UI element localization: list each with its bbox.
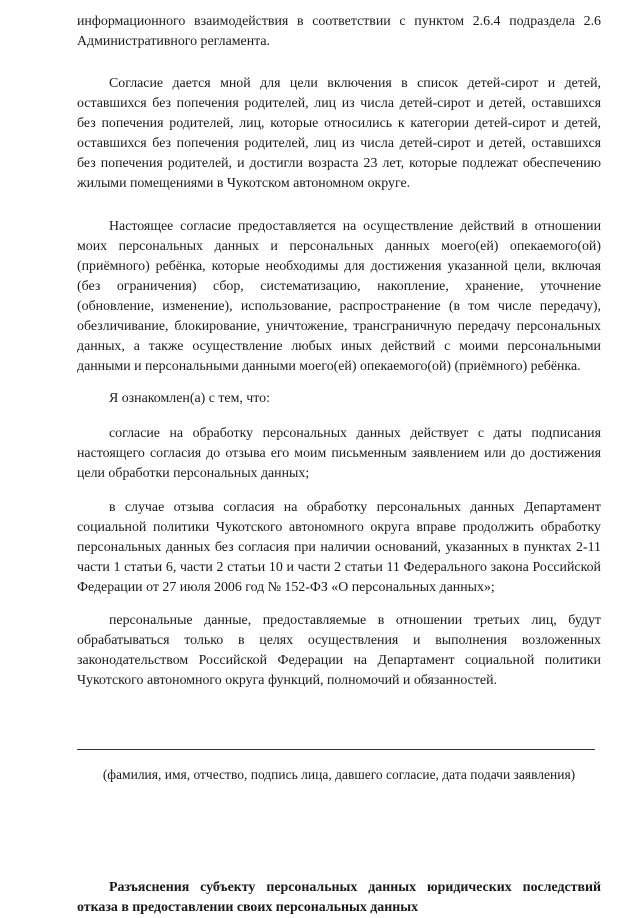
section-heading: Разъяснения субъекту персональных данных юридических последствий отказа в предоставлении своих персональных данных [77, 880, 601, 915]
paragraph-regulation-reference: информационного взаимодействия в соответствии с пунктом 2.6.4 подраздела 2.6 Административного регламента. [77, 14, 601, 49]
signature-caption: (фамилия, имя, отчество, подпись лица, давшего согласие, дата подачи заявления) [102, 767, 576, 782]
paragraph-consent-withdrawal: в случае отзыва согласия на обработку персональных данных Департамент социальной политики Чукотского автономного округа вправе продолжить обработку персональных данных без согласия при наличии оснований, указанных в пунктах 2-11 части 1 статьи 6, части 2 статьи 10 и части 2 статьи 11 Федерального закона Российской Федерации от 27 июля 2006 год № 152-ФЗ «О персональных данных»; [77, 500, 601, 595]
paragraph-consent-actions: Настоящее согласие предоставляется на осуществление действий в отношении моих персональных данных и персональных данных моего(ей) опекаемого(ой) (приёмного) ребёнка, которые необходимы для достижения указанной цели, включая (без ограничения) сбор, систематизацию, накопление, хранение, уточнение (обновление, изменение), использование, распространение (в том числе передачу), обезличивание, блокирование, уничтожение, трансграничную передачу персональных данных, а также осуществление любых иных действий с моими персональными данными и персональными данными моего(ей) опекаемого(ой) (приёмного) ребёнка. [77, 219, 601, 374]
paragraph-acknowledgement-intro: Я ознакомлен(а) с тем, что: [109, 391, 270, 406]
document-page [77, 12, 601, 918]
paragraph-consent-validity: согласие на обработку персональных данных действует с даты подписания настоящего согласия до отзыва его моим письменным заявлением или до достижения цели обработки персональных данных; [77, 426, 601, 481]
signature-line [77, 749, 595, 750]
paragraph-consent-purpose: Согласие дается мной для цели включения в список детей-сирот и детей, оставшихся без попечения родителей, лиц из числа детей-сирот и детей, оставшихся без попечения родителей, лиц, которые относились к категории детей-сирот и детей, оставшихся без попечения родителей, лиц из числа детей-сирот и детей, оставшихся без попечения родителей, и достигли возраста 23 лет, которые подлежат обеспечению жилыми помещениями в Чукотском автономном округе. [77, 76, 601, 191]
paragraph-third-party-data: персональные данные, предоставляемые в отношении третьих лиц, будут обрабатываться только в целях осуществления и выполнения возложенных законодательством Российской Федерации на Департамент социальной политики Чукотского автономного округа функций, полномочий и обязанностей. [77, 613, 601, 688]
